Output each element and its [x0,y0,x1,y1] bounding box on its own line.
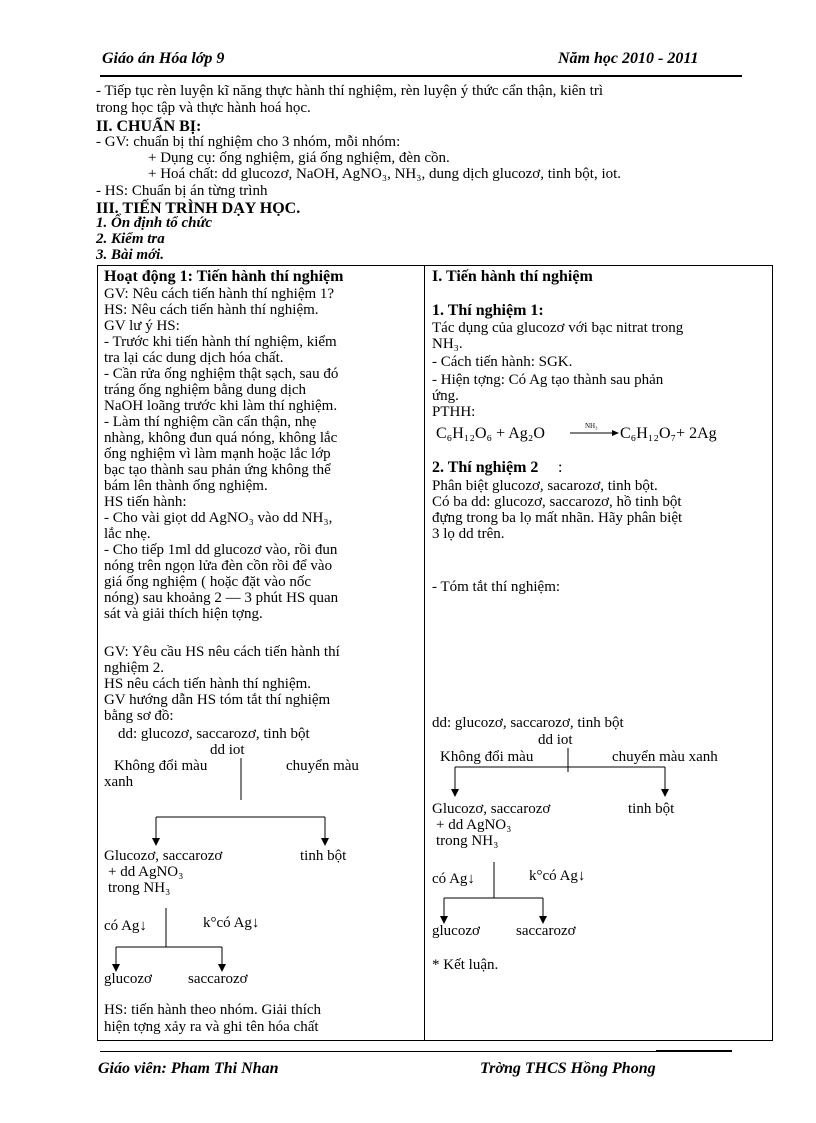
experiment-2-title-colon: : [558,459,563,476]
left-diagram-top: dd: glucozơ, saccarozơ, tinh bột [118,726,310,742]
conclusion-label: * Kết luận. [432,957,499,973]
experiment-1-line-2: NH₃. [432,336,463,352]
left-col-line-8: NaOH loãng trước khi làm thí nghiệm. [104,398,338,414]
left-col-line2-3: HS nêu cách tiến hành thí nghiệm. [104,676,312,692]
section-3-item-1: 1. Ổn định tổ chức [96,215,213,231]
right-diagram-saccharose: saccarozơ [516,923,576,939]
left-col-line-15: - Cho vài giọt dd AgNO₃ vào dd NH₃, [104,510,333,526]
equation-left: C₆H₁₂O₆ + Ag₂O [436,425,545,442]
experiment-2-line-3: đựng trong ba lọ mất nhãn. Hãy phân biệt [432,510,683,526]
experiment-1-line-6: PTHH: [432,404,476,420]
section-3-item-3: 3. Bài mới. [96,247,165,263]
left-col-line-7: tráng ống nghiệm bằng dung dịch [104,382,307,398]
left-diagram-left-branch: Không đổi màu [114,758,208,774]
right-diagram-top: dd: glucozơ, saccarozơ, tinh bột [432,715,624,731]
right-diagram-box1b: + dd AgNO₃ [436,817,512,833]
left-diagram-reagent: dd iot [210,742,245,758]
experiment-1-line-1: Tác dụng của glucozơ với bạc nitrat trong [432,320,684,336]
left-col-line-16: lắc nhẹ. [104,526,151,542]
experiment-2-line-1: Phân biệt glucozơ, sacarozơ, tinh bột. [432,478,658,494]
section-2-title: II. CHUẨN BỊ: [96,118,202,135]
left-diagram-right-branch-2: xanh [104,774,134,790]
intro-line-2: trong học tập và thực hành hoá học. [96,100,311,116]
experiment-2-title: 2. Thí nghiệm 2 [432,459,539,476]
left-diagram-box2: tinh bột [300,848,347,864]
left-col-heading: Hoạt động 1: Tiến hành thí nghiệm [104,268,344,285]
right-diagram-left-branch: Không đổi màu [440,749,534,765]
section-3-title: III. TIẾN TRÌNH DẠY HỌC. [96,200,301,217]
section-2-line-1: - GV: chuẩn bị thí nghiệm cho 3 nhóm, mỗi nhóm: [96,134,401,150]
left-diagram-result-2: k°có Ag↓ [203,915,260,931]
experiment-1-title: 1. Thí nghiệm 1: [432,302,544,319]
left-col-footer-1: HS: tiến hành theo nhóm. Giải thích [104,1002,322,1018]
left-col-line-21: sát và giải thích hiện tợng. [104,606,263,622]
left-col-line-20: nóng) sau khoảng 2 — 3 phút HS quan [104,590,339,606]
left-diagram-saccharose: saccarozơ [188,971,248,987]
left-col-footer-2: hiện tợng xảy ra và ghi tên hóa chất [104,1019,319,1035]
experiment-1-line-5: ứng. [432,388,459,404]
left-col-line-13: bám lên thành ống nghiệm. [104,478,268,494]
section-2-line-4: - HS: Chuẩn bị án từng trình [96,183,268,199]
left-col-line2-1: GV: Yêu cầu HS nêu cách tiến hành thí [104,644,340,660]
left-diagram-box1b: + dd AgNO₃ [108,864,184,880]
left-col-line-17: - Cho tiếp 1ml dd glucozơ vào, rồi đun [104,542,338,558]
right-diagram-box1: Glucozơ, saccarozơ [432,801,551,817]
left-col-line-11: ống nghiệm vì làm mạnh hoặc lắc lớp [104,446,331,462]
left-col-line2-2: nghiệm 2. [104,660,164,676]
left-diagram-box1: Glucozơ, saccarozơ [104,848,223,864]
section-2-line-3: + Hoá chất: dd glucozơ, NaOH, AgNO₃, NH₃, dung dịch glucozơ, tinh bột, iot. [148,166,622,182]
right-diagram-box2: tinh bột [628,801,675,817]
left-col-line-12: bạc tạo thành sau phản ứng không thể [104,462,331,478]
experiment-2-line-4: 3 lọ dd trên. [432,526,505,542]
left-col-line-14: HS tiến hành: [104,494,187,510]
experiment-2-line-2: Có ba dd: glucozơ, saccarozơ, hồ tinh bột [432,494,682,510]
footer-rule [100,1051,732,1052]
header-right: Năm học 2010 - 2011 [558,50,699,67]
header-left: Giáo án Hóa lớp 9 [102,50,225,67]
left-col-line-1: GV: Nêu cách tiến hành thí nghiệm 1? [104,286,335,302]
left-col-line-19: giá ống nghiệm ( hoặc đặt vào nốc [104,574,312,590]
left-col-line2-5: bằng sơ đồ: [104,708,174,724]
experiment-1-line-4: - Hiện tợng: Có Ag tạo thành sau phản [432,372,664,388]
equation-condition: NH₃ [585,422,598,430]
right-diagram-result-1: có Ag↓ [432,871,475,887]
left-col-line-4: - Trước khi tiến hành thí nghiệm, kiểm [104,334,337,350]
footer-left: Giáo viên: Pham Thi Nhan [98,1060,279,1077]
left-col-line-6: - Cần rửa ống nghiệm thật sạch, sau đó [104,366,339,382]
left-col-line-5: tra lại các dung dịch hóa chất. [104,350,284,366]
left-col-line-18: nóng trên ngọn lửa đèn cồn rồi để vào [104,558,333,574]
left-col-line-3: GV lư ý HS: [104,318,180,334]
left-diagram-box1c: trong NH₃ [108,880,171,896]
right-diagram-reagent: dd iot [538,732,573,748]
left-col-line2-4: GV hướng dẫn HS tóm tắt thí nghiệm [104,692,331,708]
right-col-heading: I. Tiến hành thí nghiệm [432,268,593,285]
intro-line-1: - Tiếp tục rèn luyện kĩ năng thực hành thí nghiệm, rèn luyện ý thức cẩn thận, kiên trì [96,83,603,99]
section-3-item-2: 2. Kiểm tra [96,231,165,247]
right-diagram-box1c: trong NH₃ [436,833,499,849]
left-diagram-glucose: glucozơ [104,971,152,987]
right-diagram-result-2: k°có Ag↓ [529,868,586,884]
left-col-line-9: - Làm thí nghiệm cần cẩn thận, nhẹ [104,414,317,430]
left-col-line-10: nhàng, không đun quá nóng, không lắc [104,430,338,446]
experiment-1-line-3: - Cách tiến hành: SGK. [432,354,573,370]
footer-right: Trờng THCS Hồng Phong [480,1060,656,1077]
left-diagram-result-1: có Ag↓ [104,918,147,934]
equation-right: C₆H₁₂O₇+ 2Ag [620,425,717,442]
left-diagram-right-branch: chuyển màu [286,758,359,774]
section-2-line-2: + Dụng cụ: ống nghiệm, giá ống nghiệm, đèn cồn. [148,150,450,166]
footer-rule-thick [656,1050,732,1052]
right-diagram-right-branch: chuyển màu xanh [612,749,718,765]
left-col-line-2: HS: Nêu cách tiến hành thí nghiệm. [104,302,319,318]
right-diagram-glucose: glucozơ [432,923,480,939]
summary-label: - Tóm tắt thí nghiệm: [432,579,561,595]
